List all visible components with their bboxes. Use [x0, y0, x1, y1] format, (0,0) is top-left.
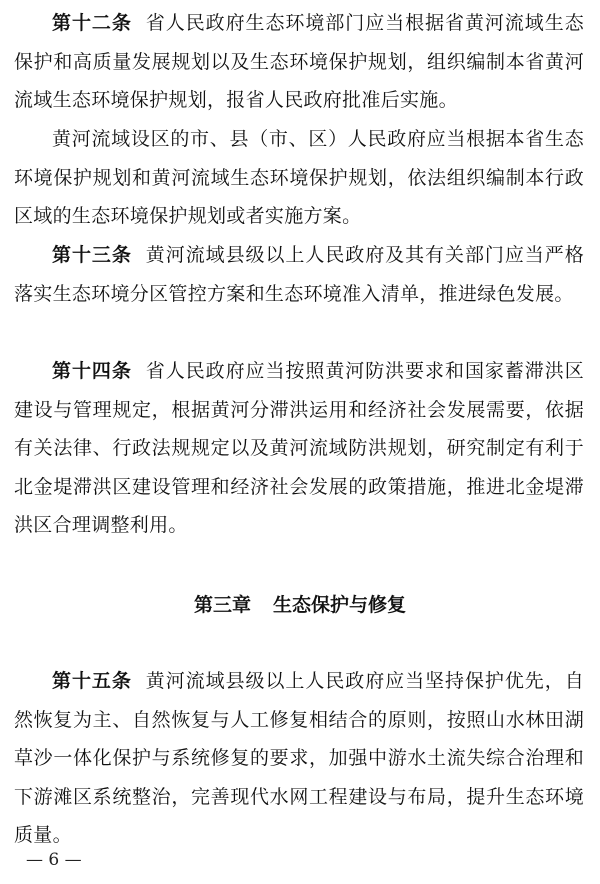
article-15-paragraph	[14, 662, 584, 855]
article-13-paragraph	[14, 236, 584, 313]
chapter-number: 第三章	[193, 594, 251, 616]
page-number: — 6 —	[26, 850, 82, 870]
chapter-heading	[0, 586, 600, 624]
article-13-text: 黄河流域县级以上人民政府及其有关部门应当严格落实生态环境分区管控方案和生态环境准入清单，推进绿色发展。	[14, 244, 584, 305]
article-14-label: 第十四条	[52, 360, 132, 382]
article-12-label: 第十二条	[52, 12, 132, 34]
article-12-continuation-paragraph	[14, 120, 584, 236]
article-13-label: 第十三条	[52, 244, 132, 266]
article-15-text: 黄河流域县级以上人民政府应当坚持保护优先，自然恢复为主、自然恢复与人工修复相结合的原则，按照山水林田湖草沙一体化保护与系统修复的要求，加强中游水土流失综合治理和下游滩区系统整治，完善现代水网工程建设与布局，提升生态环境质量。	[14, 670, 584, 846]
article-14-paragraph	[14, 352, 584, 545]
article-14-text: 省人民政府应当按照黄河防洪要求和国家蓄滞洪区建设与管理规定，根据黄河分滞洪运用和经济社会发展需要，依据有关法律、行政法规规定以及黄河流域防洪规划，研究制定有利于北金堤滞洪区建设管理和经济社会发展的政策措施，推进北金堤滞洪区合理调整利用。	[14, 360, 584, 536]
article-15-label: 第十五条	[52, 670, 132, 692]
article-12-text: 省人民政府生态环境部门应当根据省黄河流域生态保护和高质量发展规划以及生态环境保护规划，组织编制本省黄河流域生态环境保护规划，报省人民政府批准后实施。	[14, 12, 584, 111]
article-12-continuation-text: 黄河流域设区的市、县（市、区）人民政府应当根据本省生态环境保护规划和黄河流域生态环境保护规划，依法组织编制本行政区域的生态环境保护规划或者实施方案。	[14, 128, 584, 227]
chapter-title: 生态保护与修复	[273, 594, 407, 616]
article-12-paragraph	[14, 4, 584, 120]
